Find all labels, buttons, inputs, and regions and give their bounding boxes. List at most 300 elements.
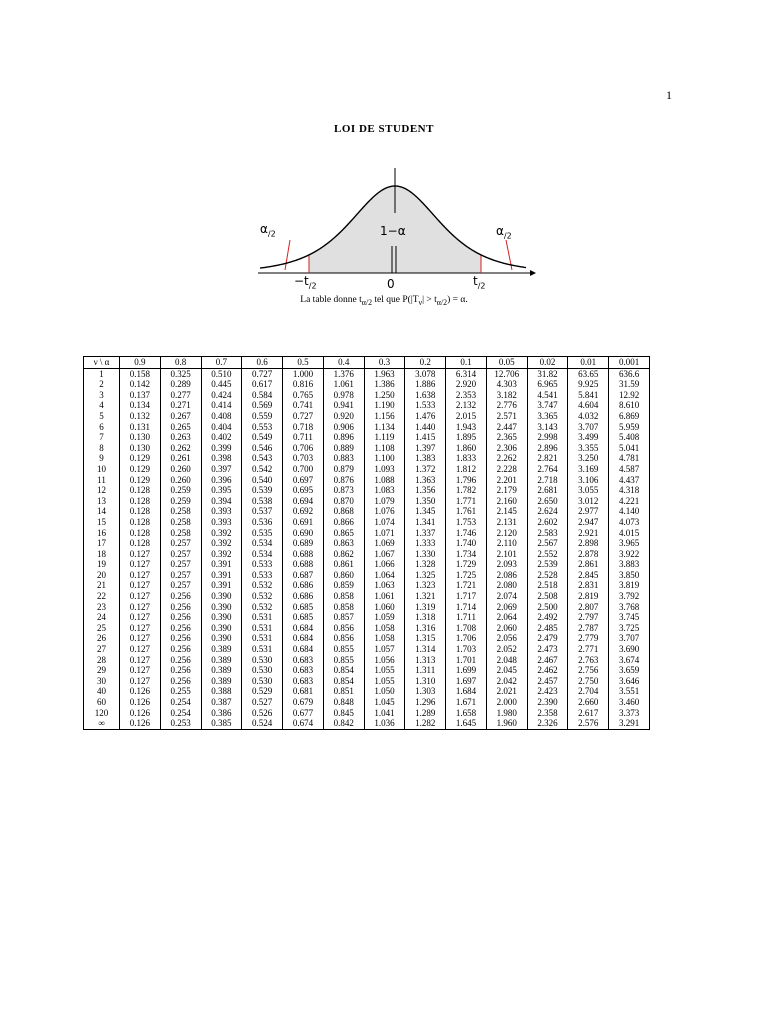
table-cell: 0.873 <box>323 485 364 496</box>
table-cell: 1.083 <box>364 485 405 496</box>
table-cell: 1.313 <box>405 655 446 666</box>
table-cell: 4.604 <box>568 400 609 411</box>
table-cell: 0.277 <box>160 390 201 401</box>
table-cell: 4.073 <box>609 517 650 528</box>
row-dof: 26 <box>84 633 120 644</box>
table-row <box>84 708 650 719</box>
table-cell: 1.383 <box>405 453 446 464</box>
table-cell: 2.131 <box>486 517 527 528</box>
table-cell: 0.691 <box>283 517 324 528</box>
table-cell: 0.584 <box>242 390 283 401</box>
table-cell: 0.259 <box>160 485 201 496</box>
table-cell: 1.076 <box>364 506 405 517</box>
table-cell: 0.256 <box>160 665 201 676</box>
table-cell: 0.530 <box>242 655 283 666</box>
row-dof: 29 <box>84 665 120 676</box>
table-cell: 5.041 <box>609 443 650 454</box>
table-cell: 0.129 <box>120 475 161 486</box>
table-cell: 1.067 <box>364 549 405 560</box>
label-center-area: 1−α <box>380 224 406 238</box>
table-cell: 3.819 <box>609 580 650 591</box>
table-cell: 2.390 <box>527 697 568 708</box>
table-cell: 0.253 <box>160 718 201 729</box>
header-row <box>84 357 650 369</box>
table-cell: 0.861 <box>323 559 364 570</box>
table-cell: 0.127 <box>120 655 161 666</box>
table-cell: 0.845 <box>323 708 364 719</box>
table-cell: 1.386 <box>364 379 405 390</box>
table-cell: 4.015 <box>609 528 650 539</box>
row-dof: 20 <box>84 570 120 581</box>
table-cell: 12.706 <box>486 368 527 379</box>
table-cell: 2.473 <box>527 644 568 655</box>
table-cell: 2.539 <box>527 559 568 570</box>
table-cell: 0.553 <box>242 422 283 433</box>
table-cell: 4.140 <box>609 506 650 517</box>
header-alpha: 0.05 <box>486 357 527 369</box>
header-alpha: 0.3 <box>364 357 405 369</box>
table-cell: 0.261 <box>160 453 201 464</box>
row-dof: 18 <box>84 549 120 560</box>
table-cell: 0.127 <box>120 644 161 655</box>
table-cell: 3.922 <box>609 549 650 560</box>
table-cell: 0.889 <box>323 443 364 454</box>
table-row <box>84 411 650 422</box>
table-cell: 1.943 <box>446 422 487 433</box>
table-cell: 0.414 <box>201 400 242 411</box>
table-cell: 2.518 <box>527 580 568 591</box>
table-cell: 0.126 <box>120 686 161 697</box>
table-cell: 3.707 <box>568 422 609 433</box>
table-cell: 2.552 <box>527 549 568 560</box>
table-cell: 3.690 <box>609 644 650 655</box>
table-row <box>84 443 650 454</box>
table-cell: 1.645 <box>446 718 487 729</box>
table-cell: 0.863 <box>323 538 364 549</box>
table-cell: 0.694 <box>283 496 324 507</box>
table-row <box>84 506 650 517</box>
table-cell: 1.041 <box>364 708 405 719</box>
table-cell: 1.319 <box>405 602 446 613</box>
table-cell: 3.499 <box>568 432 609 443</box>
table-cell: 1.058 <box>364 623 405 634</box>
table-cell: 3.883 <box>609 559 650 570</box>
table-cell: 2.353 <box>446 390 487 401</box>
table-cell: 0.390 <box>201 633 242 644</box>
table-cell: 0.385 <box>201 718 242 729</box>
table-cell: 0.870 <box>323 496 364 507</box>
table-cell: 2.977 <box>568 506 609 517</box>
table-cell: 2.681 <box>527 485 568 496</box>
table-cell: 0.393 <box>201 517 242 528</box>
table-cell: 0.906 <box>323 422 364 433</box>
table-cell: 2.920 <box>446 379 487 390</box>
row-dof: 15 <box>84 517 120 528</box>
table-cell: 0.392 <box>201 549 242 560</box>
table-cell: 2.015 <box>446 411 487 422</box>
table-cell: 2.764 <box>527 464 568 475</box>
row-dof: 30 <box>84 676 120 687</box>
header-alpha: 0.4 <box>323 357 364 369</box>
table-cell: 636.6 <box>609 368 650 379</box>
table-cell: 1.250 <box>364 390 405 401</box>
row-dof: 2 <box>84 379 120 390</box>
table-cell: 2.921 <box>568 528 609 539</box>
table-cell: 1.093 <box>364 464 405 475</box>
table-cell: 1.325 <box>405 570 446 581</box>
table-cell: 4.318 <box>609 485 650 496</box>
table-cell: 0.127 <box>120 665 161 676</box>
table-cell: 0.127 <box>120 591 161 602</box>
table-row <box>84 528 650 539</box>
table-cell: 2.650 <box>527 496 568 507</box>
table-cell: 3.792 <box>609 591 650 602</box>
table-cell: 0.258 <box>160 528 201 539</box>
table-row <box>84 570 650 581</box>
table-cell: 0.127 <box>120 549 161 560</box>
table-cell: 2.704 <box>568 686 609 697</box>
table-cell: 1.069 <box>364 538 405 549</box>
table-cell: 1.376 <box>323 368 364 379</box>
table-cell: 2.797 <box>568 612 609 623</box>
table-cell: 0.258 <box>160 506 201 517</box>
table-cell: 0.883 <box>323 453 364 464</box>
table-row <box>84 453 650 464</box>
table-cell: 0.700 <box>283 464 324 475</box>
table-cell: 1.734 <box>446 549 487 560</box>
table-cell: 2.617 <box>568 708 609 719</box>
table-cell: 0.540 <box>242 475 283 486</box>
table-cell: 1.061 <box>364 591 405 602</box>
table-cell: 2.228 <box>486 464 527 475</box>
table-cell: 31.82 <box>527 368 568 379</box>
table-cell: 0.816 <box>283 379 324 390</box>
table-cell: 0.685 <box>283 602 324 613</box>
table-cell: 1.717 <box>446 591 487 602</box>
table-row <box>84 591 650 602</box>
table-cell: 3.169 <box>568 464 609 475</box>
table-cell: 1.333 <box>405 538 446 549</box>
table-cell: 0.851 <box>323 686 364 697</box>
table-cell: 0.128 <box>120 538 161 549</box>
table-cell: 0.534 <box>242 538 283 549</box>
table-cell: 0.510 <box>201 368 242 379</box>
table-cell: 0.534 <box>242 549 283 560</box>
table-cell: 0.396 <box>201 475 242 486</box>
x-axis-arrow <box>530 270 536 276</box>
table-cell: 2.080 <box>486 580 527 591</box>
table-cell: 0.679 <box>283 697 324 708</box>
table-cell: 1.980 <box>486 708 527 719</box>
table-cell: 0.127 <box>120 633 161 644</box>
table-cell: 0.859 <box>323 580 364 591</box>
table-cell: 0.130 <box>120 443 161 454</box>
table-cell: 0.127 <box>120 676 161 687</box>
table-row <box>84 644 650 655</box>
table-cell: 1.316 <box>405 623 446 634</box>
table-cell: 0.394 <box>201 496 242 507</box>
table-cell: 0.549 <box>242 432 283 443</box>
table-cell: 2.110 <box>486 538 527 549</box>
table-cell: 6.869 <box>609 411 650 422</box>
table-cell: 1.714 <box>446 602 487 613</box>
header-alpha: 0.2 <box>405 357 446 369</box>
table-cell: 2.771 <box>568 644 609 655</box>
table-cell: 0.524 <box>242 718 283 729</box>
table-cell: 1.708 <box>446 623 487 634</box>
table-cell: 1.134 <box>364 422 405 433</box>
table-cell: 0.529 <box>242 686 283 697</box>
table-cell: 3.725 <box>609 623 650 634</box>
table-cell: 2.326 <box>527 718 568 729</box>
table-cell: 0.132 <box>120 411 161 422</box>
table-cell: 0.128 <box>120 496 161 507</box>
table-cell: 1.706 <box>446 633 487 644</box>
table-cell: 0.538 <box>242 496 283 507</box>
row-dof: 12 <box>84 485 120 496</box>
table-cell: 1.328 <box>405 559 446 570</box>
table-cell: 0.128 <box>120 528 161 539</box>
table-cell: 1.100 <box>364 453 405 464</box>
label-alpha-left: $\alpha_{/2}$ <box>260 222 276 239</box>
table-cell: 2.776 <box>486 400 527 411</box>
table-cell: 0.530 <box>242 665 283 676</box>
table-cell: 1.350 <box>405 496 446 507</box>
table-cell: 3.055 <box>568 485 609 496</box>
table-cell: 1.074 <box>364 517 405 528</box>
table-row <box>84 655 650 666</box>
table-row <box>84 496 650 507</box>
table-cell: 2.101 <box>486 549 527 560</box>
label-alpha-right: $\alpha_{/2}$ <box>496 224 512 241</box>
row-dof: 27 <box>84 644 120 655</box>
table-cell: 1.476 <box>405 411 446 422</box>
label-pos-t: $t_{/2}$ <box>473 274 486 291</box>
row-dof: 21 <box>84 580 120 591</box>
table-cell: 0.862 <box>323 549 364 560</box>
table-cell: 2.492 <box>527 612 568 623</box>
table-cell: 1.703 <box>446 644 487 655</box>
table-cell: 0.535 <box>242 528 283 539</box>
table-cell: 0.260 <box>160 464 201 475</box>
table-cell: 0.127 <box>120 580 161 591</box>
table-cell: 2.861 <box>568 559 609 570</box>
row-dof: 5 <box>84 411 120 422</box>
table-cell: 0.390 <box>201 623 242 634</box>
table-cell: 3.106 <box>568 475 609 486</box>
table-cell: 1.895 <box>446 432 487 443</box>
table-cell: 2.583 <box>527 528 568 539</box>
table-cell: 9.925 <box>568 379 609 390</box>
table-cell: 4.781 <box>609 453 650 464</box>
row-dof: 10 <box>84 464 120 475</box>
table-cell: 0.531 <box>242 644 283 655</box>
table-cell: 0.697 <box>283 475 324 486</box>
table-cell: 4.221 <box>609 496 650 507</box>
table-cell: 0.531 <box>242 623 283 634</box>
table-cell: 2.145 <box>486 506 527 517</box>
row-dof: 4 <box>84 400 120 411</box>
table-cell: 0.539 <box>242 485 283 496</box>
table-cell: 1.000 <box>283 368 324 379</box>
table-cell: 3.373 <box>609 708 650 719</box>
table-cell: 2.462 <box>527 665 568 676</box>
table-cell: 0.684 <box>283 644 324 655</box>
table-cell: 2.500 <box>527 602 568 613</box>
table-cell: 2.048 <box>486 655 527 666</box>
table-cell: 0.533 <box>242 570 283 581</box>
table-cell: 63.65 <box>568 368 609 379</box>
table-cell: 0.842 <box>323 718 364 729</box>
table-cell: 1.056 <box>364 655 405 666</box>
table-cell: 3.659 <box>609 665 650 676</box>
table-cell: 0.677 <box>283 708 324 719</box>
table-row <box>84 390 650 401</box>
table-cell: 2.042 <box>486 676 527 687</box>
table-cell: 0.256 <box>160 676 201 687</box>
header-alpha: 0.8 <box>160 357 201 369</box>
table-cell: 4.303 <box>486 379 527 390</box>
table-cell: 0.289 <box>160 379 201 390</box>
table-cell: 3.250 <box>568 453 609 464</box>
table-cell: 1.190 <box>364 400 405 411</box>
table-row <box>84 612 650 623</box>
table-cell: 1.066 <box>364 559 405 570</box>
table-cell: 0.126 <box>120 708 161 719</box>
table-cell: 2.074 <box>486 591 527 602</box>
header-alpha: 0.001 <box>609 357 650 369</box>
table-cell: 2.201 <box>486 475 527 486</box>
table-cell: 4.437 <box>609 475 650 486</box>
table-cell: 1.701 <box>446 655 487 666</box>
table-cell: 2.763 <box>568 655 609 666</box>
row-dof: 19 <box>84 559 120 570</box>
table-cell: 3.551 <box>609 686 650 697</box>
table-cell: 0.127 <box>120 602 161 613</box>
table-cell: 3.674 <box>609 655 650 666</box>
table-cell: 1.108 <box>364 443 405 454</box>
table-cell: 1.063 <box>364 580 405 591</box>
table-cell: 0.533 <box>242 559 283 570</box>
table-row <box>84 432 650 443</box>
row-dof: 9 <box>84 453 120 464</box>
table-row <box>84 580 650 591</box>
row-dof: 25 <box>84 623 120 634</box>
table-cell: 6.314 <box>446 368 487 379</box>
table-cell: 3.143 <box>527 422 568 433</box>
table-cell: 3.078 <box>405 368 446 379</box>
table-cell: 0.718 <box>283 422 324 433</box>
table-cell: 3.646 <box>609 676 650 687</box>
table-cell: 0.134 <box>120 400 161 411</box>
table-cell: 0.128 <box>120 485 161 496</box>
table-cell: 1.330 <box>405 549 446 560</box>
table-cell: 2.132 <box>446 400 487 411</box>
table-row <box>84 400 650 411</box>
table-cell: 1.036 <box>364 718 405 729</box>
table-cell: 3.182 <box>486 390 527 401</box>
table-row <box>84 549 650 560</box>
page-title: LOI DE STUDENT <box>334 123 434 135</box>
table-cell: 1.318 <box>405 612 446 623</box>
table-cell: 1.533 <box>405 400 446 411</box>
table-cell: 1.323 <box>405 580 446 591</box>
table-cell: 2.467 <box>527 655 568 666</box>
row-dof: 60 <box>84 697 120 708</box>
table-cell: 1.057 <box>364 644 405 655</box>
row-dof: 7 <box>84 432 120 443</box>
table-cell: 2.756 <box>568 665 609 676</box>
table-cell: 1.721 <box>446 580 487 591</box>
table-cell: 31.59 <box>609 379 650 390</box>
label-neg-t: $-t_{/2}$ <box>294 274 317 291</box>
table-cell: 0.256 <box>160 602 201 613</box>
table-cell: 0.920 <box>323 411 364 422</box>
table-cell: 3.012 <box>568 496 609 507</box>
table-cell: 6.965 <box>527 379 568 390</box>
table-cell: 1.050 <box>364 686 405 697</box>
table-cell: 0.866 <box>323 517 364 528</box>
header-alpha: 0.5 <box>283 357 324 369</box>
table-cell: 1.064 <box>364 570 405 581</box>
table-cell: 1.119 <box>364 432 405 443</box>
table-cell: 0.259 <box>160 496 201 507</box>
table-cell: 0.127 <box>120 623 161 634</box>
table-cell: 0.727 <box>242 368 283 379</box>
table-row <box>84 602 650 613</box>
table-cell: 2.718 <box>527 475 568 486</box>
table-cell: 3.747 <box>527 400 568 411</box>
table-cell: 2.021 <box>486 686 527 697</box>
table-cell: 2.898 <box>568 538 609 549</box>
table-cell: 0.399 <box>201 443 242 454</box>
table-cell: 0.727 <box>283 411 324 422</box>
table-cell: 0.978 <box>323 390 364 401</box>
table-row <box>84 538 650 549</box>
table-cell: 2.819 <box>568 591 609 602</box>
table-row <box>84 475 650 486</box>
table-cell: 0.684 <box>283 623 324 634</box>
row-dof: 28 <box>84 655 120 666</box>
table-cell: 0.404 <box>201 422 242 433</box>
table-cell: 8.610 <box>609 400 650 411</box>
table-cell: 1.796 <box>446 475 487 486</box>
table-cell: 0.389 <box>201 655 242 666</box>
table-cell: 0.388 <box>201 686 242 697</box>
table-row <box>84 633 650 644</box>
table-cell: 0.158 <box>120 368 161 379</box>
table-cell: 2.479 <box>527 633 568 644</box>
table-cell: 0.325 <box>160 368 201 379</box>
table-cell: 2.423 <box>527 686 568 697</box>
table-cell: 1.059 <box>364 612 405 623</box>
table-cell: 0.257 <box>160 549 201 560</box>
table-cell: 0.398 <box>201 453 242 464</box>
table-cell: 2.878 <box>568 549 609 560</box>
table-cell: 2.179 <box>486 485 527 496</box>
table-cell: 0.137 <box>120 390 161 401</box>
table-cell: 1.761 <box>446 506 487 517</box>
table-cell: 0.402 <box>201 432 242 443</box>
table-cell: 0.857 <box>323 612 364 623</box>
table-cell: 0.527 <box>242 697 283 708</box>
table-cell: 2.447 <box>486 422 527 433</box>
table-cell: 0.389 <box>201 665 242 676</box>
table-row <box>84 559 650 570</box>
table-cell: 2.045 <box>486 665 527 676</box>
table-cell: 0.254 <box>160 697 201 708</box>
table-cell: 0.683 <box>283 655 324 666</box>
